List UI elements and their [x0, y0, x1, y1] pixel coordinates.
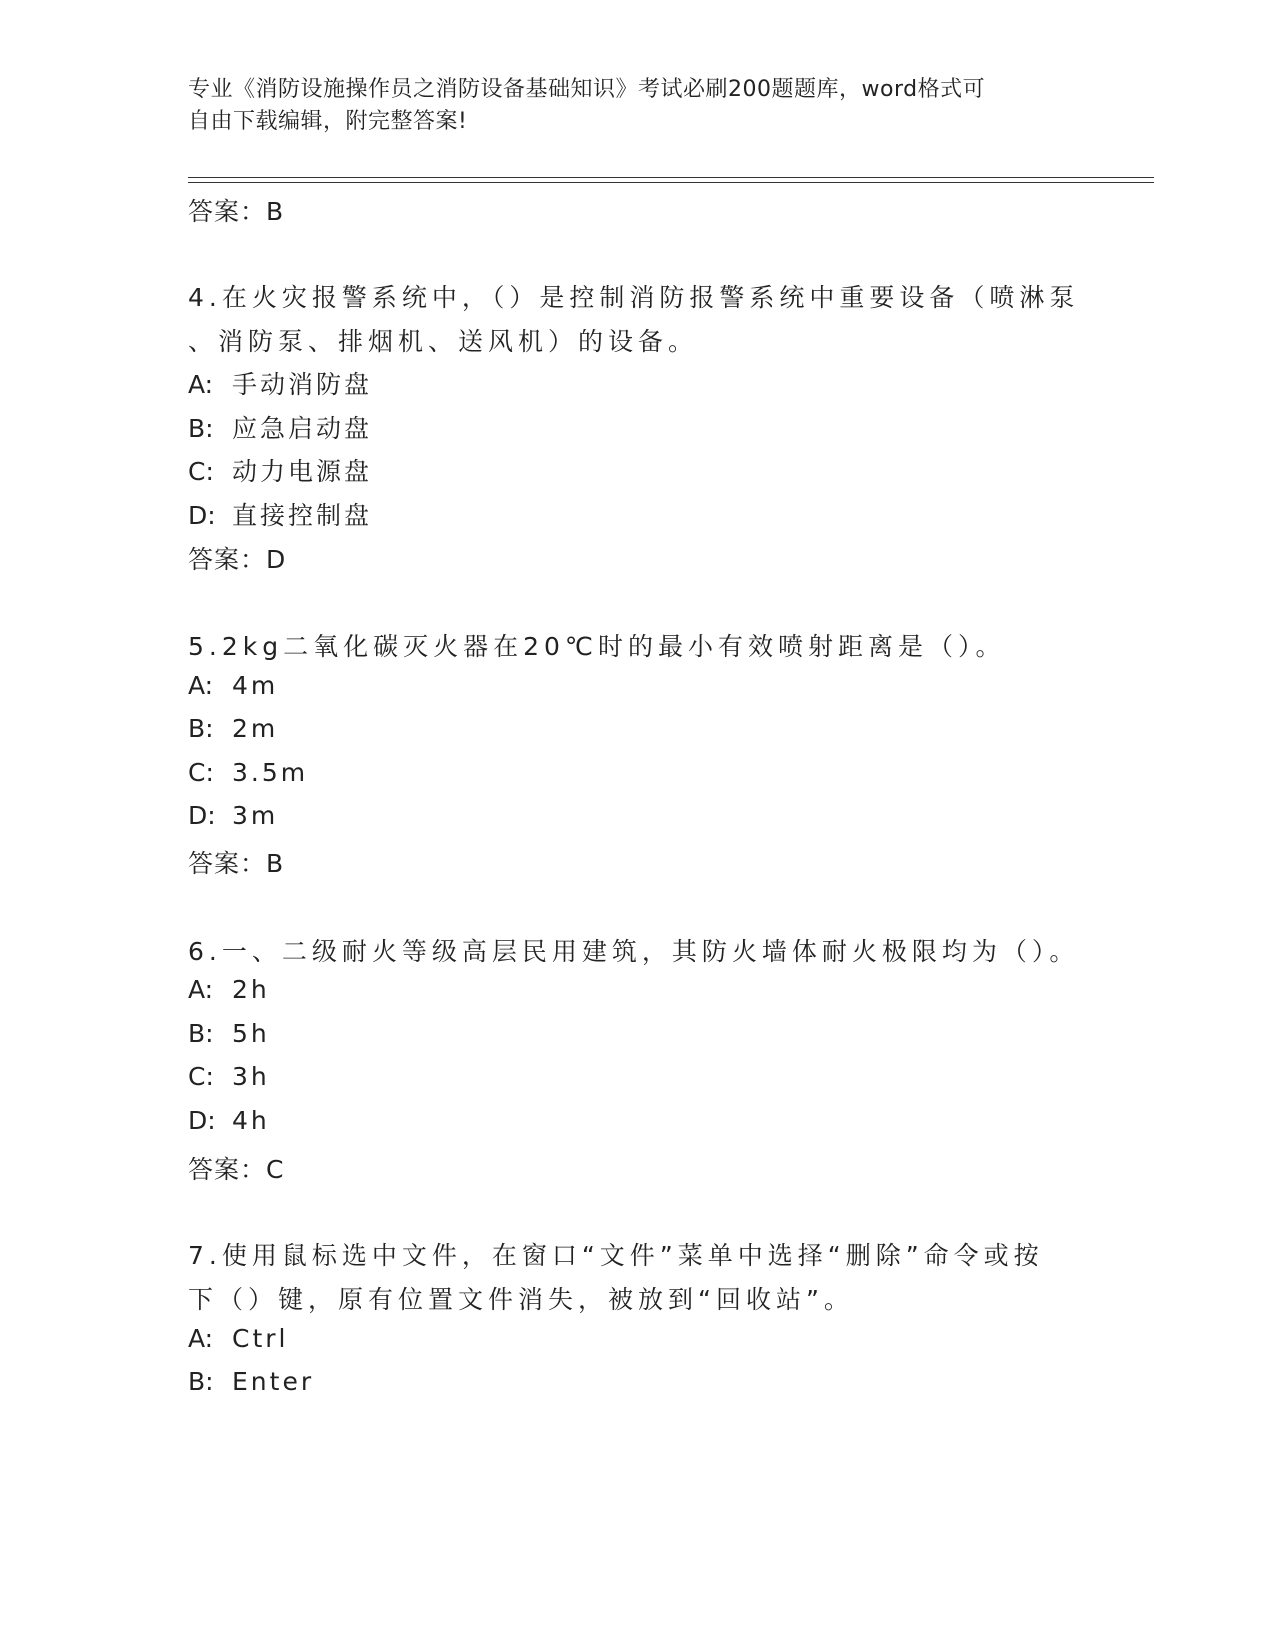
- question-7-option-b: [188, 1367, 314, 1396]
- option-text: 4h: [232, 1106, 270, 1135]
- header-line-1: 专业《消防设施操作员之消防设备基础知识》考试必刷200题题库，word格式可: [188, 77, 986, 102]
- option-text: 3.5m: [232, 758, 309, 787]
- option-text: Enter: [232, 1367, 315, 1396]
- header-divider-bottom: [188, 182, 1154, 183]
- option-text: Ctrl: [232, 1324, 289, 1353]
- question-6-option-b: [188, 1019, 270, 1048]
- question-4-option-c: [188, 452, 372, 488]
- question-4-text-line-2: 、消防泵、排烟机、送风机）的设备。: [188, 327, 699, 356]
- option-text: 动力电源盘: [232, 457, 373, 486]
- option-label: B:: [188, 1019, 214, 1048]
- answer-previous: 答案：B: [188, 197, 285, 226]
- question-4-option-b: [188, 409, 372, 445]
- option-text: 3m: [232, 801, 279, 830]
- option-text: 2h: [232, 975, 270, 1004]
- question-4-option-d: [188, 496, 372, 532]
- question-7-text-line-1: 7.使用鼠标选中文件，在窗口“文件”菜单中选择“删除”命令或按: [188, 1241, 1044, 1270]
- question-5-answer: 答案：B: [188, 849, 285, 878]
- question-6-option-c: [188, 1062, 270, 1091]
- question-5-option-c: [188, 758, 308, 787]
- question-5-option-a: [188, 671, 278, 700]
- option-label: D:: [188, 801, 216, 830]
- option-label: D:: [188, 501, 216, 530]
- question-7-text-line-2: 下（）键，原有位置文件消失，被放到“回收站”。: [188, 1285, 854, 1314]
- option-label: C:: [188, 1062, 214, 1091]
- question-6-option-a: [188, 975, 270, 1004]
- option-label: C:: [188, 758, 214, 787]
- question-6-answer: 答案：C: [188, 1155, 285, 1184]
- question-4-text-line-1: 4.在火灾报警系统中，（）是控制消防报警系统中重要设备（喷淋泵: [188, 283, 1080, 312]
- question-5-text-line-1: 5.2kg二氧化碳灭火器在20℃时的最小有效喷射距离是（）。: [188, 632, 1006, 661]
- option-label: A:: [188, 671, 214, 700]
- question-4-option-a: [188, 365, 372, 401]
- header-divider-top: [188, 177, 1154, 178]
- option-label: A:: [188, 975, 214, 1004]
- question-4-answer: 答案：D: [188, 545, 287, 574]
- option-text: 5h: [232, 1019, 270, 1048]
- option-text: 直接控制盘: [232, 501, 373, 530]
- option-label: D:: [188, 1106, 216, 1135]
- question-6-text-line-1: 6.一、二级耐火等级高层民用建筑，其防火墙体耐火极限均为（）。: [188, 937, 1080, 966]
- option-text: 手动消防盘: [232, 370, 373, 399]
- option-text: 2m: [232, 714, 279, 743]
- option-label: A:: [188, 370, 214, 399]
- option-label: C:: [188, 457, 214, 486]
- option-label: B:: [188, 414, 214, 443]
- option-label: B:: [188, 1367, 214, 1396]
- document-header: [188, 74, 1068, 138]
- option-label: A:: [188, 1324, 214, 1353]
- option-label: B:: [188, 714, 214, 743]
- option-text: 3h: [232, 1062, 270, 1091]
- question-7-option-a: [188, 1324, 288, 1353]
- question-6-option-d: [188, 1106, 270, 1135]
- header-line-2: 自由下载编辑，附完整答案!: [188, 109, 468, 134]
- question-5-option-b: [188, 714, 278, 743]
- question-5-option-d: [188, 801, 278, 830]
- option-text: 4m: [232, 671, 279, 700]
- option-text: 应急启动盘: [232, 414, 373, 443]
